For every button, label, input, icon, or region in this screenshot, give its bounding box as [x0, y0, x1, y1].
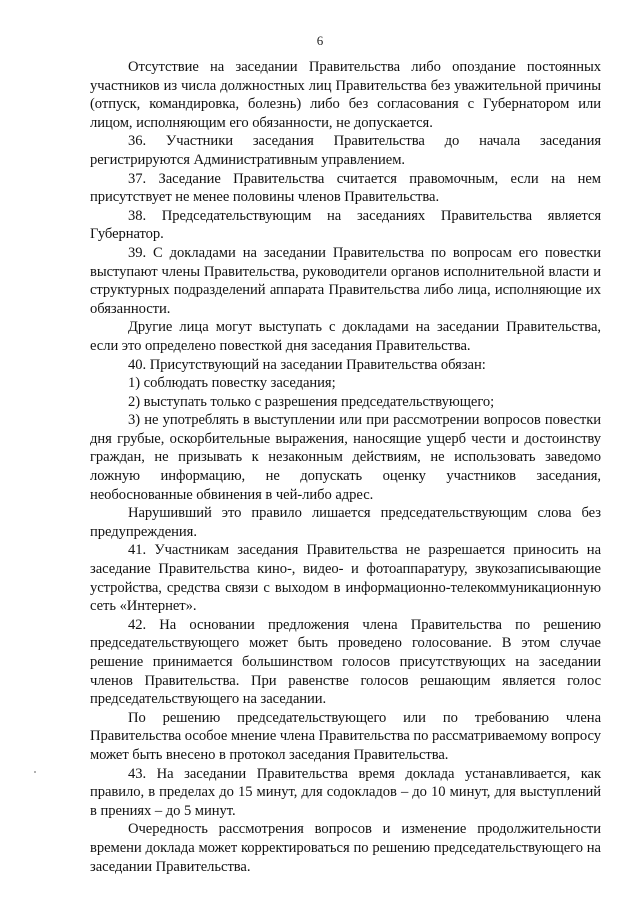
- paragraph-other-speakers: Другие лица могут выступать с докладами на заседании Правительства, если это определено повесткой дня заседания Правительства.: [90, 319, 601, 354]
- paragraph-violation: Нарушивший это правило лишается председательствующим слова без предупреждения.: [90, 505, 601, 540]
- document-body: [90, 58, 601, 876]
- paragraph-43: 43. На заседании Правительства время доклада устанавливается, как правило, в пределах до 15 минут, для содокладов – до 10 минут, для выступлений в прениях – до 5 минут.: [90, 765, 601, 819]
- paragraph-39: 39. С докладами на заседании Правительства по вопросам его повестки выступают члены Правительства, руководители органов исполнительной власти и структурных подразделений аппарата Правительства либо лица, исполняющие их обязанности.: [90, 244, 601, 317]
- paragraph-40-item-2: 2) выступать только с разрешения председательствующего;: [128, 393, 495, 410]
- paragraph-40-item-1: 1) соблюдать повестку заседания;: [128, 375, 336, 392]
- scan-artifact: [34, 771, 36, 773]
- paragraph-37: 37. Заседание Правительства считается правомочным, если на нем присутствует не менее половины членов Правительства.: [90, 170, 601, 206]
- paragraph-40: 40. Присутствующий на заседании Правительства обязан:: [128, 356, 486, 373]
- paragraph-38: 38. Председательствующим на заседаниях Правительства является Губернатор.: [90, 207, 601, 243]
- paragraph-order: Очередность рассмотрения вопросов и изменение продолжительности времени доклада может корректироваться по решению председательствующего на заседании Правительства.: [90, 821, 601, 875]
- paragraph-41: 41. Участникам заседания Правительства не разрешается приносить на заседание Правительства кино-, видео- и фотоаппаратуру, звукозаписывающие устройства, средства связи с выходом в информационно-телекоммуникационную сеть «Интернет».: [90, 542, 601, 615]
- paragraph-attendance: Отсутствие на заседании Правительства либо опоздание постоянных участников из числа должностных лиц Правительства без уважительной причины (отпуск, командировка, болезнь) либо без согласования с Губернатором или лицом, исполняющим его обязанности, не допускается.: [90, 59, 601, 131]
- page-number: 6: [316, 33, 324, 48]
- paragraph-36: 36. Участники заседания Правительства до начала заседания регистрируются Административным управлением.: [90, 133, 601, 168]
- paragraph-42: 42. На основании предложения члена Правительства по решению председательствующего может быть проведено голосование. В этом случае решение принимается большинством голосов присутствующих на заседании членов Правительства. При равенстве голосов решающим является голос председательствующего на заседании.: [90, 616, 601, 708]
- paragraph-dissent: По решению председательствующего или по требованию члена Правительства особое мнение члена Правительства по рассматриваемому вопросу может быть внесено в протокол заседания Правительства.: [90, 709, 601, 763]
- paragraph-40-item-3: 3) не употреблять в выступлении или при рассмотрении вопросов повестки дня грубые, оскорбительные выражения, наносящие ущерб чести и достоинству граждан, не призывать к незаконным действиям, не использовать заведомо ложную информацию, не допускать оценку участников заседания, необоснованные обвинения в чей-либо адрес.: [90, 412, 601, 503]
